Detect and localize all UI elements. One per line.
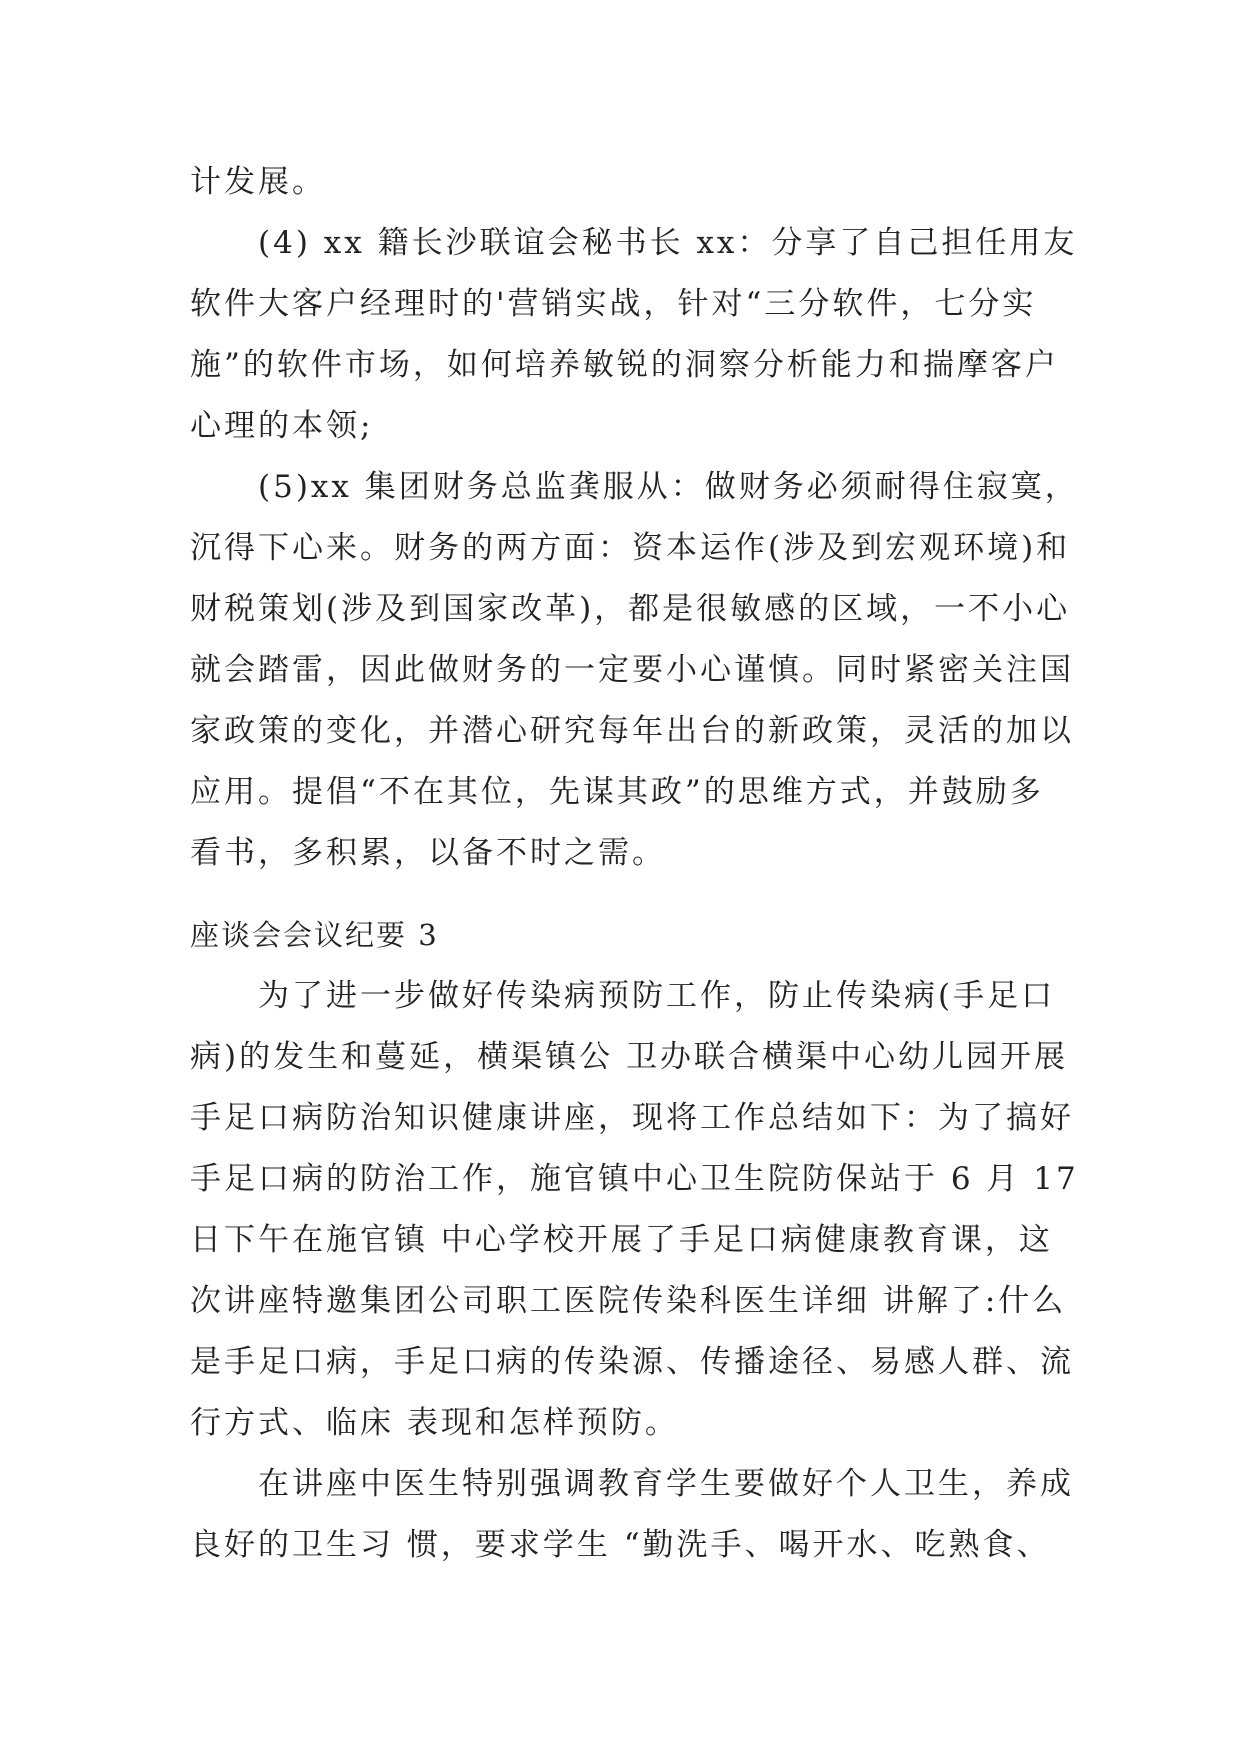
- section-heading: 座谈会会议纪要 3: [190, 918, 439, 952]
- text-line: (4) xx 籍长沙联谊会秘书长 xx：分享了自己担任用友: [258, 225, 1078, 261]
- text-line: 计发展。: [190, 164, 326, 200]
- text-line: 施”的软件市场，如何培养敏锐的洞察分析能力和揣摩客户: [190, 347, 1059, 383]
- text-line: 软件大客户经理时的'营销实战，针对“三分软件，七分实: [190, 286, 1037, 322]
- text-line: 应用。提倡“不在其位，先谋其政”的思维方式，并鼓励多: [190, 774, 1044, 810]
- text-line: 沉得下心来。财务的两方面：资本运作(涉及到宏观环境)和: [190, 530, 1071, 566]
- text-line: 次讲座特邀集团公司职工医院传染科医生详细 讲解了:什么: [190, 1283, 1067, 1319]
- text-block-1: [190, 152, 1079, 884]
- text-line: 行方式、临床 表现和怎样预防。: [190, 1405, 679, 1441]
- text-line: 就会踏雷，因此做财务的一定要小心谨慎。同时紧密关注国: [190, 652, 1074, 688]
- text-line: 家政策的变化，并潜心研究每年出台的新政策，灵活的加以: [190, 713, 1074, 749]
- text-line: 是手足口病，手足口病的传染源、传播途径、易感人群、流: [190, 1344, 1074, 1380]
- text-block-2: [190, 966, 1079, 1576]
- text-line: 财税策划(涉及到国家改革)，都是很敏感的区域，一不小心: [190, 591, 1071, 627]
- text-line: 心理的本领;: [190, 408, 374, 444]
- text-line: 看书，多积累，以备不时之需。: [190, 835, 666, 871]
- text-line: 手足口病的防治工作，施官镇中心卫生院防保站于 6 月 17: [190, 1161, 1079, 1197]
- text-line: 为了进一步做好传染病预防工作，防止传染病(手足口: [258, 978, 1056, 1014]
- text-line: 手足口病防治知识健康讲座，现将工作总结如下：为了搞好: [190, 1100, 1074, 1136]
- text-line: 在讲座中医生特别强调教育学生要做好个人卫生，养成: [258, 1466, 1074, 1502]
- text-line: (5)xx 集团财务总监龚服从：做财务必须耐得住寂寞，: [258, 469, 1079, 505]
- text-line: 病)的发生和蔓延，横渠镇公 卫办联合横渠中心幼儿园开展: [190, 1039, 1068, 1075]
- text-line: 良好的卫生习 惯，要求学生 “勤洗手、喝开水、吃熟食、: [190, 1527, 1051, 1563]
- text-line: 日下午在施官镇 中心学校开展了手足口病健康教育课，这: [190, 1222, 1053, 1258]
